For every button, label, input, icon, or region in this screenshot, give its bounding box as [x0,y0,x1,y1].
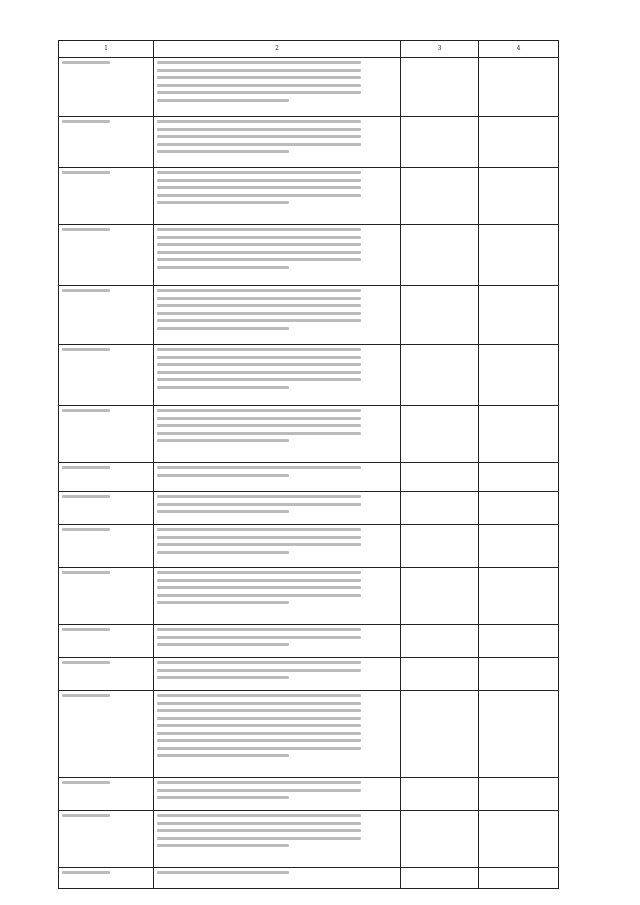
text-placeholder [62,571,110,574]
text-placeholder [157,91,361,94]
text-placeholder [157,371,361,374]
text-placeholder [157,297,361,300]
table-cell-placeholder [59,811,154,868]
text-placeholder [62,628,110,631]
table-cell-placeholder [401,778,479,811]
text-placeholder [157,732,361,735]
header-col-2: 2 [154,41,401,58]
text-placeholder [157,536,361,539]
table-cell-placeholder [479,492,559,525]
table-cell-placeholder [154,463,401,492]
text-placeholder [157,829,361,832]
text-placeholder [157,551,289,554]
text-placeholder [157,636,361,639]
text-placeholder [157,474,289,477]
text-placeholder [62,289,110,292]
text-placeholder [157,717,361,720]
text-placeholder [157,676,289,679]
text-placeholder [157,84,361,87]
table-cell-placeholder [59,568,154,625]
text-placeholder [157,143,361,146]
table-cell-placeholder [479,811,559,868]
text-placeholder [157,179,361,182]
table-cell-placeholder [59,406,154,463]
table-row [59,286,559,345]
text-placeholder [157,386,289,389]
table-cell-placeholder [479,406,559,463]
text-placeholder [157,363,361,366]
text-placeholder [62,409,110,412]
table-cell-placeholder [154,406,401,463]
text-placeholder [157,709,361,712]
text-placeholder [157,586,361,589]
text-placeholder [157,747,361,750]
text-placeholder [62,466,110,469]
table-cell-placeholder [154,225,401,286]
table-cell-placeholder [154,691,401,778]
table-row [59,492,559,525]
text-placeholder [62,61,110,64]
table-cell-placeholder [479,625,559,658]
header-col-3: 3 [401,41,479,58]
text-placeholder [157,266,289,269]
text-placeholder [62,120,110,123]
text-placeholder [157,194,361,197]
text-placeholder [62,495,110,498]
text-placeholder [157,871,289,874]
table-cell-placeholder [479,568,559,625]
table-cell-placeholder [154,168,401,225]
text-placeholder [157,579,361,582]
table-cell-placeholder [401,286,479,345]
table-cell-placeholder [154,117,401,168]
revenue-table [58,40,559,889]
table-cell-placeholder [479,525,559,568]
text-placeholder [157,495,361,498]
table-cell-placeholder [59,345,154,406]
text-placeholder [62,871,110,874]
table-header-row [59,41,559,58]
text-placeholder [62,694,110,697]
text-placeholder [157,76,361,79]
text-placeholder [157,319,361,322]
text-placeholder [157,228,361,231]
text-placeholder [157,466,361,469]
table-cell-placeholder [59,492,154,525]
text-placeholder [62,814,110,817]
table-cell-placeholder [401,568,479,625]
text-placeholder [157,258,361,261]
table-cell-placeholder [479,868,559,889]
table-cell-placeholder [401,406,479,463]
table-row [59,406,559,463]
table-row [59,568,559,625]
text-placeholder [157,601,289,604]
table-cell-placeholder [401,168,479,225]
table-cell-placeholder [154,286,401,345]
text-placeholder [157,594,361,597]
table-row [59,58,559,117]
table-cell-placeholder [401,868,479,889]
table-cell-placeholder [59,525,154,568]
table-row [59,463,559,492]
text-placeholder [157,739,361,742]
text-placeholder [157,243,361,246]
text-placeholder [157,754,289,757]
text-placeholder [157,409,361,412]
table-cell-placeholder [59,778,154,811]
table-cell-placeholder [59,58,154,117]
text-placeholder [157,61,361,64]
table-cell-placeholder [154,345,401,406]
table-cell-placeholder [401,117,479,168]
table-cell-placeholder [479,168,559,225]
text-placeholder [157,822,361,825]
table-cell-placeholder [401,525,479,568]
text-placeholder [157,120,361,123]
table-cell-placeholder [479,58,559,117]
table-cell-placeholder [154,811,401,868]
text-placeholder [157,304,361,307]
text-placeholder [157,289,361,292]
table-cell-placeholder [401,463,479,492]
table-cell-placeholder [59,658,154,691]
table-cell-placeholder [154,492,401,525]
text-placeholder [157,251,361,254]
table-cell-placeholder [401,225,479,286]
table-cell-placeholder [154,868,401,889]
table-row [59,625,559,658]
table-cell-placeholder [479,463,559,492]
text-placeholder [157,356,361,359]
text-placeholder [157,432,361,435]
text-placeholder [157,694,361,697]
text-placeholder [157,150,289,153]
table-cell-placeholder [401,625,479,658]
text-placeholder [157,312,361,315]
table-cell-placeholder [479,117,559,168]
table-row [59,225,559,286]
table-cell-placeholder [154,525,401,568]
text-placeholder [157,348,361,351]
text-placeholder [157,628,361,631]
text-placeholder [157,378,361,381]
text-placeholder [157,724,361,727]
text-placeholder [157,186,361,189]
text-placeholder [62,781,110,784]
text-placeholder [157,417,361,420]
text-placeholder [157,69,361,72]
table-cell-placeholder [59,225,154,286]
table-body [59,58,559,889]
table-cell-placeholder [401,691,479,778]
text-placeholder [62,348,110,351]
table-cell-placeholder [59,868,154,889]
table-cell-placeholder [154,625,401,658]
text-placeholder [157,837,361,840]
text-placeholder [157,661,361,664]
table-row [59,691,559,778]
text-placeholder [157,571,361,574]
table-row [59,868,559,889]
table-cell-placeholder [154,58,401,117]
table-cell-placeholder [59,117,154,168]
table-row [59,811,559,868]
text-placeholder [157,702,361,705]
text-placeholder [157,543,361,546]
text-placeholder [157,643,289,646]
table-row [59,778,559,811]
text-placeholder [157,510,289,513]
table-cell-placeholder [479,691,559,778]
table-cell-placeholder [479,345,559,406]
table-cell-placeholder [401,492,479,525]
text-placeholder [157,201,289,204]
text-placeholder [157,424,361,427]
text-placeholder [157,814,361,817]
text-placeholder [157,789,361,792]
table-cell-placeholder [479,778,559,811]
table-row [59,168,559,225]
table-cell-placeholder [59,691,154,778]
table-cell-placeholder [401,345,479,406]
table-cell-placeholder [59,286,154,345]
text-placeholder [62,528,110,531]
text-placeholder [157,796,289,799]
table-cell-placeholder [59,625,154,658]
text-placeholder [157,844,289,847]
text-placeholder [157,669,361,672]
text-placeholder [157,503,361,506]
header-col-4: 4 [479,41,559,58]
text-placeholder [62,171,110,174]
text-placeholder [157,528,361,531]
text-placeholder [62,228,110,231]
table-cell-placeholder [401,811,479,868]
document-page [58,40,558,840]
text-placeholder [157,171,361,174]
header-col-1: 1 [59,41,154,58]
table-cell-placeholder [479,658,559,691]
text-placeholder [157,128,361,131]
table-row [59,658,559,691]
table-cell-placeholder [59,168,154,225]
table-cell-placeholder [59,463,154,492]
table-row [59,117,559,168]
text-placeholder [62,661,110,664]
text-placeholder [157,236,361,239]
table-cell-placeholder [479,225,559,286]
text-placeholder [157,439,289,442]
text-placeholder [157,781,361,784]
table-cell-placeholder [154,658,401,691]
table-row [59,525,559,568]
table-cell-placeholder [479,286,559,345]
text-placeholder [157,135,361,138]
text-placeholder [157,327,289,330]
table-cell-placeholder [154,568,401,625]
table-cell-placeholder [401,58,479,117]
table-cell-placeholder [154,778,401,811]
table-row [59,345,559,406]
table-cell-placeholder [401,658,479,691]
text-placeholder [157,99,289,102]
